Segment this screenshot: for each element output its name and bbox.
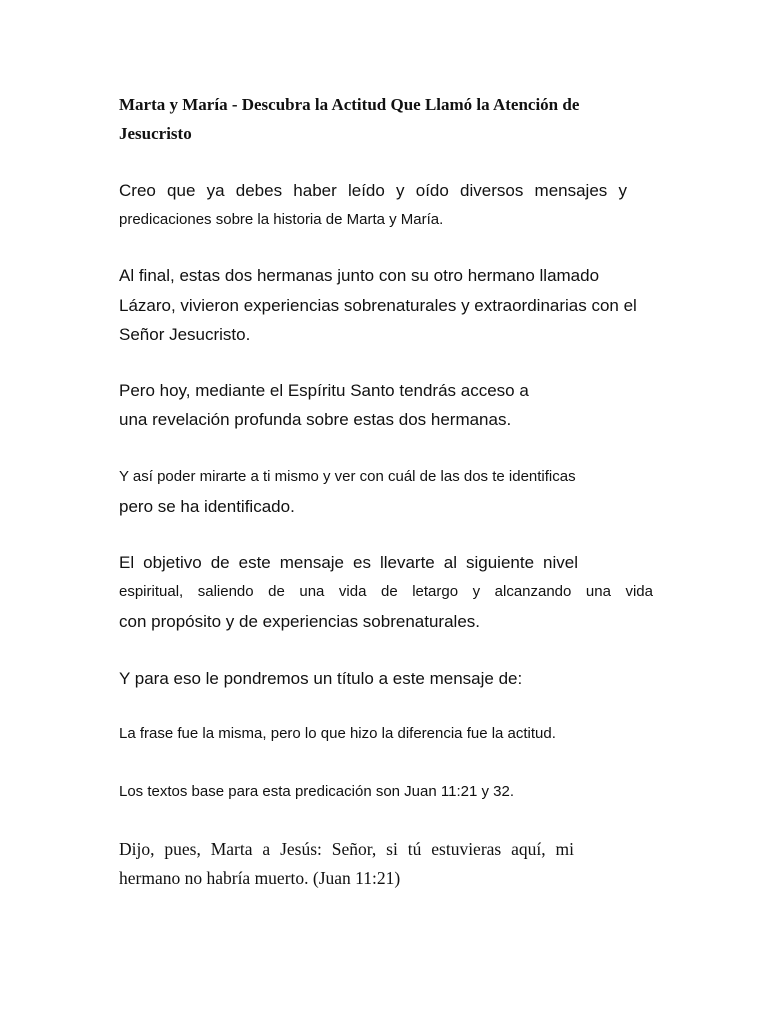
title-line: Jesucristo (119, 124, 192, 143)
paragraph-line: una revelación profunda sobre estas dos hermanas. (119, 410, 512, 429)
paragraph-line: Creo que ya debes haber leído y oído diversos mensajes y (119, 181, 627, 200)
paragraph-line: pero se ha identificado. (119, 497, 295, 516)
paragraph-line: Dijo, pues, Marta a Jesús: Señor, si tú estuvieras aquí, mi (119, 839, 574, 859)
paragraph-line: Los textos base para esta predicación son Juan 11:21 y 32. (119, 783, 514, 800)
paragraph-line: Y para eso le pondremos un título a este mensaje de: (119, 669, 523, 688)
paragraph-line: Pero hoy, mediante el Espíritu Santo tendrás acceso a (119, 381, 529, 400)
paragraph-line: Al final, estas dos hermanas junto con su otro hermano llamado (119, 266, 600, 285)
paragraph-line: con propósito y de experiencias sobrenaturales. (119, 612, 480, 631)
paragraph-line: El objetivo de este mensaje es llevarte al siguiente nivel (119, 553, 578, 572)
paragraph-line: predicaciones sobre la historia de Marta y María. (119, 211, 444, 228)
paragraph-line: Y así poder mirarte a ti mismo y ver con cuál de las dos te identificas (119, 468, 576, 485)
title-line: Marta y María - Descubra la Actitud Que Llamó la Atención de (119, 95, 580, 114)
paragraph-line: espiritual, saliendo de una vida de letargo y alcanzando una vida (119, 583, 653, 600)
paragraph-line: hermano no habría muerto. (Juan 11:21) (119, 868, 401, 888)
paragraph-line: Lázaro, vivieron experiencias sobrenaturales y extraordinarias con el (119, 296, 637, 315)
paragraph-line: Señor Jesucristo. (119, 325, 251, 344)
paragraph-line: La frase fue la misma, pero lo que hizo la diferencia fue la actitud. (119, 725, 556, 742)
